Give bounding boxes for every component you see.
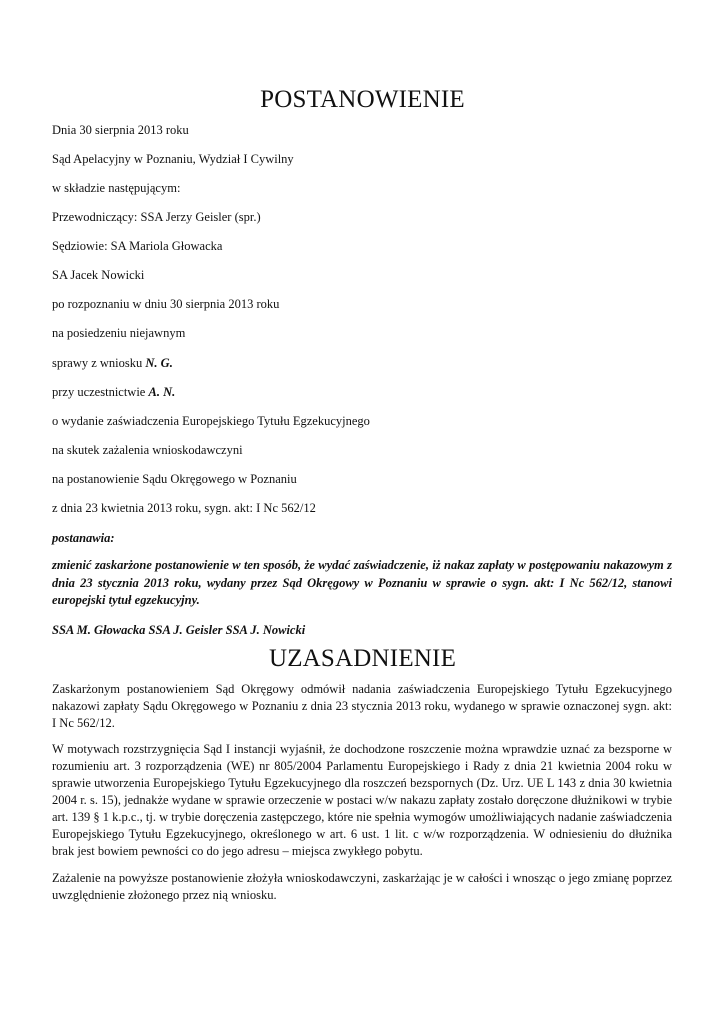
- hearing-line: po rozpoznaniu w dniu 30 sierpnia 2013 roku: [52, 297, 280, 311]
- applicant-line: [52, 355, 677, 371]
- session-line: na posiedzeniu niejawnym: [52, 326, 186, 340]
- decides-label: postanawia:: [52, 531, 115, 545]
- participant-prefix: przy uczestnictwie: [52, 385, 146, 399]
- composition-line: w składzie następującym:: [52, 181, 181, 195]
- date-line: Dnia 30 sierpnia 2013 roku: [52, 123, 189, 137]
- ruling-text: zmienić zaskarżone postanowienie w ten sposób, że wydać zaświadczenie, iż nakaz zapłaty w postępowaniu nakazowym z dnia 23 stycznia 2013 roku, wydany przez Sąd Okręgowy w Poznaniu w sprawie o sygn. akt: I Nc 562/12, stanowi europejski tytuł egzekucyjny.: [52, 558, 672, 607]
- judges-line-2: SA Jacek Nowicki: [52, 268, 145, 282]
- participant-line: [52, 384, 677, 400]
- participant-name: A. N.: [148, 385, 176, 399]
- justification-title: UZASADNIENIE: [268, 645, 457, 672]
- justification-paragraph-3: Zażalenie na powyższe postanowienie złożyła wnioskodawczyni, zaskarżając je w całości i wnosząc o jego zmianę poprzez uwzględnienie złożonego przez nią wniosku.: [52, 871, 672, 902]
- judges-signatures: SSA M. Głowacka SSA J. Geisler SSA J. Nowicki: [52, 623, 306, 637]
- appeal-line: na skutek zażalenia wnioskodawczyni: [52, 443, 243, 457]
- presiding-judge-line: Przewodniczący: SSA Jerzy Geisler (spr.): [52, 210, 261, 224]
- justification-paragraph-2: W motywach rozstrzygnięcia Sąd I instancji wyjaśnił, że dochodzone roszczenie można wprawdzie uznać za bezsporne w rozumieniu art. 3 rozporządzenia (WE) nr 805/2004 Parlamentu Europejskiego i Rady z dnia 21 kwietnia 2004 roku w sprawie utworzenia Europejskiego Tytułu Egzekucyjnego dla roszczeń bezspornych (Dz. Urz. UE L 143 z dnia 30 kwietnia 2004 r. s. 15), jednakże wydane w sprawie orzeczenie w postaci w/w nakazu zapłaty zostało doręczone dłużnikowi w trybie art. 139 § 1 k.p.c., tj. w trybie doręczenia zastępczego, które nie spełnia wymogów umożliwiających nadanie zaświadczenia Europejskiego Tytułu Egzekucyjnego, określonego w art. 6 ust. 1 lit. c w/w rozporządzenia. W odniesieniu do dłużnika brak jest bowiem pewności co do jego adresu – miejsca zwykłego pobytu.: [52, 742, 672, 858]
- applicant-name: N. G.: [145, 356, 173, 370]
- court-line: Sąd Apelacyjny w Poznaniu, Wydział I Cywilny: [52, 152, 294, 166]
- justification-paragraph-1: Zaskarżonym postanowieniem Sąd Okręgowy odmówił nadania zaświadczenia Europejskiego Tytułu Egzekucyjnego nakazowi zapłaty Sądu Okręgowego w Poznaniu z dnia 23 stycznia 2013 roku, wydanego w sprawie oznaczonej sygn. akt: I Nc 562/12.: [52, 682, 672, 730]
- subject-line: o wydanie zaświadczenia Europejskiego Tytułu Egzekucyjnego: [52, 414, 370, 428]
- document-title: POSTANOWIENIE: [260, 86, 465, 113]
- case-reference-line: z dnia 23 kwietnia 2013 roku, sygn. akt: I Nc 562/12: [52, 501, 316, 515]
- applicant-prefix: sprawy z wniosku: [52, 356, 143, 370]
- judges-line-1: Sędziowie: SA Mariola Głowacka: [52, 239, 223, 253]
- contested-order-line: na postanowienie Sądu Okręgowego w Poznaniu: [52, 472, 297, 486]
